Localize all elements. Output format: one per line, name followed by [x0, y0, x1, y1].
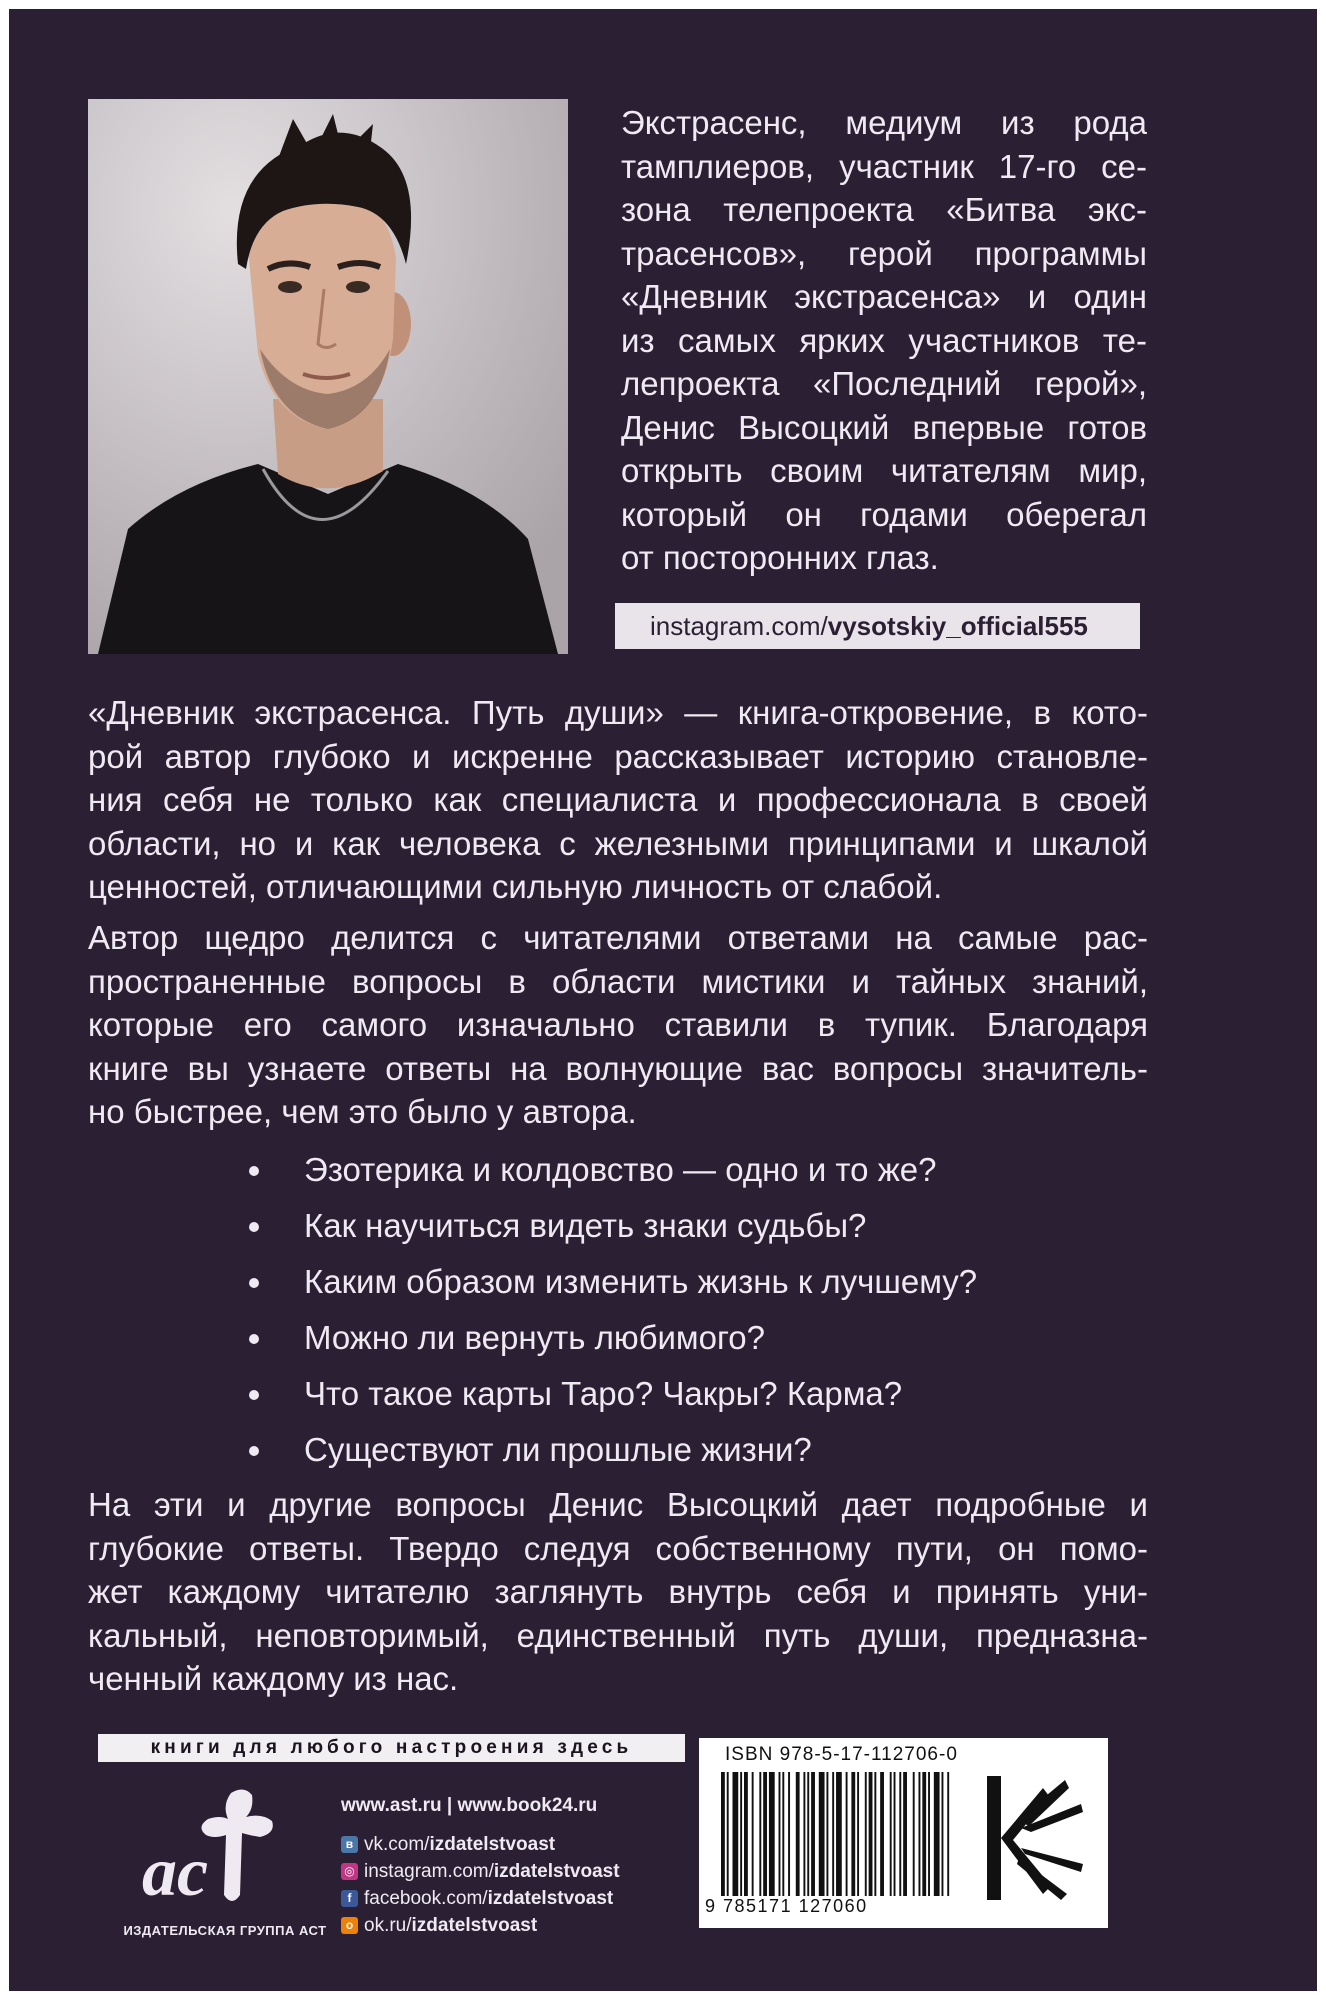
social-link-odnoklassniki[interactable] — [341, 1912, 620, 1939]
text-line: ченный каждому из нас. — [88, 1660, 459, 1697]
k-publisher-logo-icon — [973, 1768, 1095, 1908]
text-line: книге вы узнаете ответы на волнующие вас вопросы значитель- — [88, 1049, 1148, 1087]
question-text: Можно ли вернуть любимого? — [304, 1319, 765, 1356]
text-line: ценностей, отличающими сильную личность от слабой. — [88, 868, 943, 905]
bio-line: Экстрасенс, медиум из рода — [621, 104, 1147, 141]
bullet-icon — [249, 1446, 259, 1456]
instagram-handle: vysotskiy_official555 — [827, 611, 1088, 641]
list-item — [249, 1422, 1149, 1478]
question-text: Каким образом изменить жизнь к лучшему? — [304, 1263, 978, 1300]
text-line: рой автор глубоко и искренне рассказывает историю становле- — [88, 737, 1148, 775]
closing-paragraph — [88, 1483, 1148, 1701]
instagram-prefix: instagram.com/ — [650, 611, 828, 641]
bullet-icon — [249, 1222, 259, 1232]
text-line: глубокие ответы. Твердо следуя собственному пути, он помо- — [88, 1529, 1148, 1567]
barcode-icon — [721, 1772, 953, 1896]
question-text: Эзотерика и колдовство — одно и то же? — [304, 1151, 937, 1188]
isbn-number: ISBN 978-5-17-112706-0 — [725, 1744, 958, 1765]
list-item — [249, 1198, 1149, 1254]
author-bio — [621, 101, 1147, 580]
text-line: пространенные вопросы в области мистики и тайных знаний, — [88, 962, 1148, 1000]
bio-line: из самых ярких участников те- — [621, 321, 1147, 359]
bio-line: трасенсов», герой программы — [621, 234, 1147, 272]
social-links — [341, 1831, 620, 1939]
list-item — [249, 1366, 1149, 1422]
vk-icon: в — [341, 1836, 358, 1853]
text-line: жет каждому читателю заглянуть внутрь себя и принять уни- — [88, 1573, 1148, 1610]
bullet-icon — [249, 1390, 259, 1400]
question-text: Как научиться видеть знаки судьбы? — [304, 1207, 867, 1244]
author-shares-paragraph — [88, 916, 1148, 1134]
social-prefix: instagram.com/ — [364, 1861, 494, 1882]
odnoklassniki-icon: о — [341, 1917, 358, 1934]
social-prefix: vk.com/ — [364, 1834, 430, 1855]
website-links[interactable]: www.ast.ru | www.book24.ru — [341, 1795, 598, 1816]
intro-paragraph — [88, 691, 1148, 909]
bullet-icon — [249, 1334, 259, 1344]
book-back-cover — [9, 9, 1317, 1991]
bio-line: тамплиеров, участник 17-го се- — [621, 147, 1147, 185]
bio-line: «Дневник экстрасенса» и один — [621, 278, 1147, 315]
social-handle: izdatelstvoast — [429, 1834, 556, 1855]
social-prefix: ok.ru/ — [364, 1915, 412, 1936]
text-line: ния себя не только как специалиста и профессионала в своей — [88, 781, 1148, 818]
text-line: но быстрее, чем это было у автора. — [88, 1093, 637, 1130]
bullet-icon — [249, 1166, 259, 1176]
social-link-vk[interactable] — [341, 1831, 620, 1858]
isbn-panel — [699, 1738, 1108, 1928]
question-text: Что такое карты Таро? Чакры? Карма? — [304, 1375, 903, 1412]
ast-logo-icon — [136, 1783, 281, 1913]
bio-line: Денис Высоцкий впервые готов — [621, 408, 1147, 446]
mood-banner: книги для любого настроения здесь — [98, 1734, 685, 1762]
text-line: которые его самого изначально ставили в тупик. Благодаря — [88, 1006, 1148, 1043]
social-prefix: facebook.com/ — [364, 1888, 488, 1909]
questions-list — [249, 1142, 1149, 1478]
text-line: кальный, неповторимый, единственный путь души, предназна- — [88, 1616, 1148, 1654]
list-item — [249, 1142, 1149, 1198]
social-handle: izdatelstvoast — [493, 1861, 620, 1882]
question-text: Существуют ли прошлые жизни? — [304, 1431, 812, 1468]
bio-line: который он годами оберегал — [621, 495, 1147, 533]
social-link-facebook[interactable] — [341, 1885, 620, 1912]
author-photo — [88, 99, 568, 654]
publisher-name: ИЗДАТЕЛЬСКАЯ ГРУППА АСТ — [123, 1923, 327, 1938]
facebook-icon: f — [341, 1890, 358, 1907]
text-line: «Дневник экстрасенса. Путь души» — книга-откровение, в кото- — [88, 694, 1148, 731]
list-item — [249, 1254, 1149, 1310]
social-handle: izdatelstvoast — [487, 1888, 614, 1909]
bullet-icon — [249, 1278, 259, 1288]
social-handle: izdatelstvoast — [411, 1915, 538, 1936]
author-portrait-image — [88, 99, 568, 654]
barcode-digits: 9 785171 127060 — [705, 1896, 868, 1916]
text-line: Автор щедро делится с читателями ответами на самые рас- — [88, 919, 1148, 956]
text-line: области, но и как человека с железными принципами и шкалой — [88, 824, 1148, 862]
ast-logo-text: ас — [142, 1834, 209, 1911]
bio-line: лепроекта «Последний герой», — [621, 365, 1147, 402]
bio-line: зона телепроекта «Битва экс- — [621, 191, 1147, 228]
bio-line: от посторонних глаз. — [621, 539, 939, 576]
list-item — [249, 1310, 1149, 1366]
author-instagram-link[interactable] — [615, 603, 1140, 649]
bio-line: открыть своим читателям мир, — [621, 452, 1147, 489]
text-line: На эти и другие вопросы Денис Высоцкий дает подробные и — [88, 1486, 1148, 1523]
instagram-icon: ◎ — [341, 1863, 358, 1880]
social-link-instagram[interactable] — [341, 1858, 620, 1885]
